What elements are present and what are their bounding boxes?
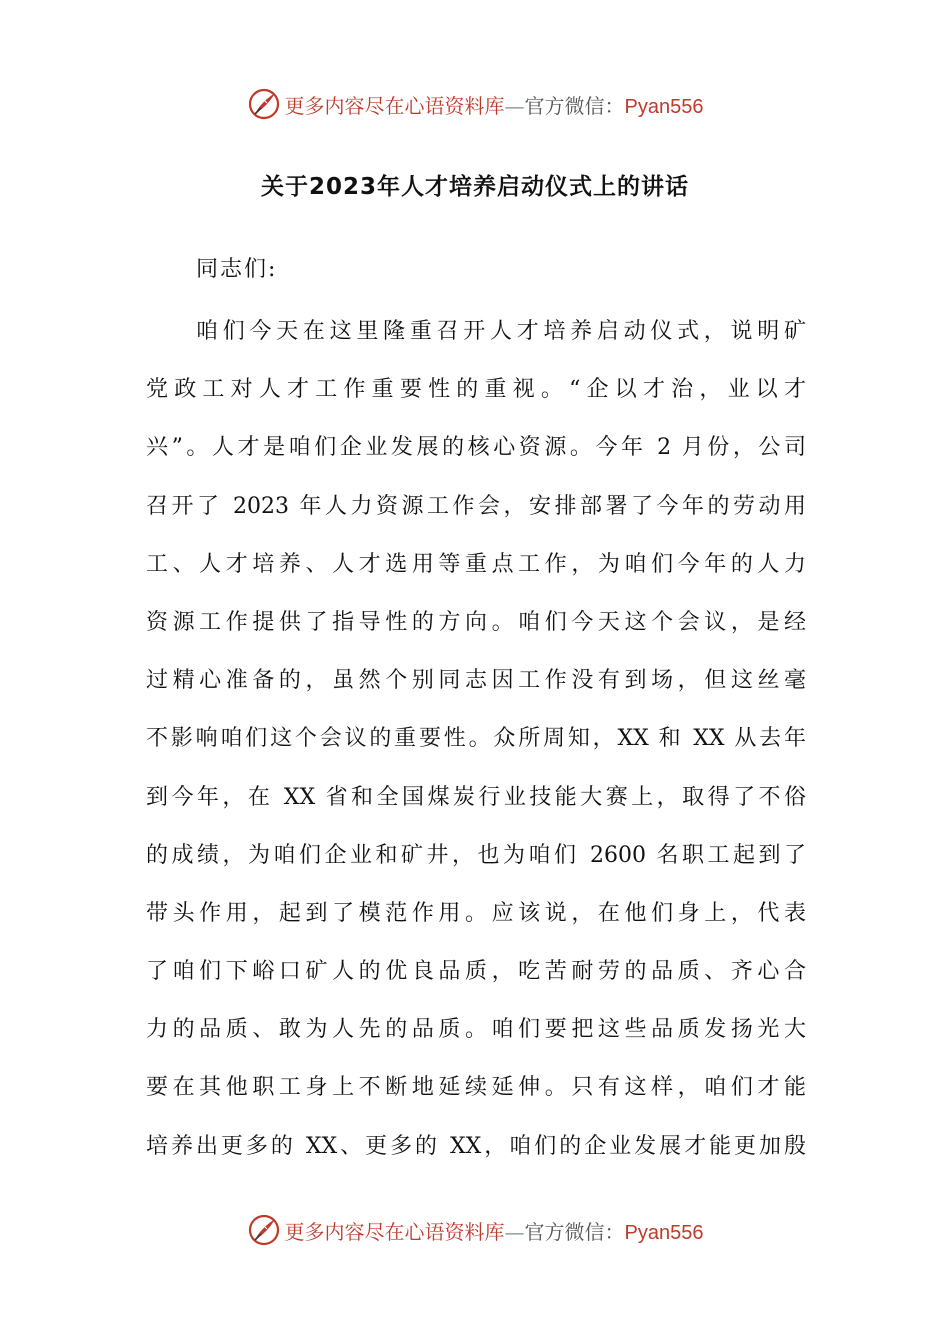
footer-wechat-label: 官方微信： bbox=[524, 1219, 625, 1244]
header-banner bbox=[0, 84, 950, 124]
body-line: 党政工对人才工作重要性的重视。“企以才治，业以才 bbox=[146, 377, 806, 403]
footer-wechat-id: Pyan556 bbox=[624, 1221, 704, 1244]
footer-brand: 更多内容尽在心语资料库 bbox=[284, 1219, 505, 1244]
body-line: 咱们今天在这里隆重召开人才培养启动仪式，说明矿 bbox=[196, 319, 806, 344]
header-brand: 更多内容尽在心语资料库 bbox=[284, 93, 505, 118]
body-line: 要在其他职工身上不断地延续延伸。只有这样，咱们才能 bbox=[146, 1075, 806, 1101]
body-line: 培养出更多的 XX、更多的 XX，咱们的企业发展才能更加殷 bbox=[146, 1133, 806, 1159]
body-line: 的成绩，为咱们企业和矿井，也为咱们 2600 名职工起到了 bbox=[146, 842, 806, 868]
body-line: 到今年，在 XX 省和全国煤炭行业技能大赛上，取得了不俗 bbox=[146, 784, 806, 810]
footer-banner-text bbox=[285, 1216, 704, 1245]
quill-logo-icon bbox=[247, 87, 281, 121]
document-title: 关于2023年人才培养启动仪式上的讲话 bbox=[260, 174, 689, 200]
body-line: 力的品质、敢为人先的品质。咱们要把这些品质发扬光大 bbox=[146, 1017, 806, 1043]
salutation: 同志们: bbox=[196, 257, 278, 282]
footer-separator: — bbox=[504, 1219, 525, 1244]
body-line: 资源工作提供了指导性的方向。咱们今天这个会议，是经 bbox=[146, 609, 806, 635]
body-line: 不影响咱们这个会议的重要性。众所周知，XX 和 XX 从去年 bbox=[146, 726, 806, 752]
header-wechat-id: Pyan556 bbox=[624, 95, 704, 118]
body-line: 兴”。人才是咱们企业发展的核心资源。今年 2 月份，公司 bbox=[146, 435, 806, 461]
body-line: 过精心准备的，虽然个别同志因工作没有到场，但这丝毫 bbox=[146, 668, 806, 694]
header-banner-text bbox=[285, 90, 704, 119]
body-line: 工、人才培养、人才选用等重点工作，为咱们今年的人力 bbox=[146, 551, 806, 577]
footer-banner bbox=[0, 1210, 950, 1250]
body-line: 了咱们下峪口矿人的优良品质，吃苦耐劳的品质、齐心合 bbox=[146, 959, 806, 985]
header-wechat-label: 官方微信： bbox=[524, 93, 625, 118]
body-line: 召开了 2023 年人力资源工作会，安排部署了今年的劳动用 bbox=[146, 493, 806, 519]
quill-logo-icon bbox=[247, 1213, 281, 1247]
body-line: 带头作用，起到了模范作用。应该说，在他们身上，代表 bbox=[146, 900, 806, 926]
header-separator: — bbox=[504, 93, 525, 118]
body-paragraph bbox=[146, 310, 806, 1183]
